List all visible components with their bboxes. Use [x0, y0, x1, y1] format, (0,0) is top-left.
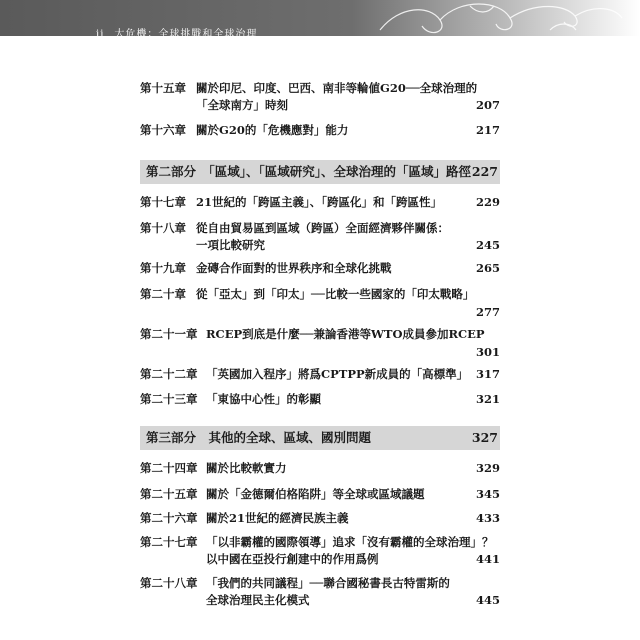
toc-entry-ch27[interactable] [140, 534, 500, 568]
chapter-number: 第二十一章 [140, 327, 198, 341]
page-ref: 301 [475, 345, 500, 359]
page-ref: 329 [475, 461, 500, 475]
chapter-number: 第十五章 [140, 81, 186, 95]
toc-entry-ch19[interactable] [140, 260, 500, 277]
chapter-number: 第二十二章 [140, 367, 198, 381]
header-banner [0, 0, 640, 40]
page-ref: 441 [475, 552, 500, 566]
header-page-number: ii [96, 29, 105, 40]
chapter-title-line: 關於「金德爾伯格陷阱」等全球或區域議題 [206, 487, 425, 501]
toc-entry-ch16[interactable] [140, 122, 500, 139]
chapter-number: 第二十五章 [140, 487, 198, 501]
page-ref: 207 [475, 98, 500, 112]
chapter-number: 第二十七章 [140, 535, 198, 549]
page-ref: 433 [475, 511, 500, 525]
toc-entry-ch20[interactable] [140, 286, 500, 319]
chapter-title-line: 關於21世紀的經濟民族主義 [206, 511, 349, 525]
chapter-title-line: 「我們的共同議程」──聯合國秘書長古特雷斯的 [206, 576, 450, 590]
chapter-title-line: 全球治理民主化模式 [206, 593, 310, 607]
toc-entry-ch17[interactable] [140, 194, 500, 211]
chapter-title-line: 一項比較研究 [196, 238, 265, 252]
page-ref: 321 [475, 392, 500, 406]
toc-entry-ch28[interactable] [140, 575, 500, 609]
chapter-title-line: 「全球南方」時刻 [196, 98, 288, 112]
toc-entry-ch23[interactable] [140, 391, 500, 408]
page-ref: 317 [475, 367, 500, 381]
toc-entry-ch25[interactable] [140, 486, 500, 503]
running-title: 大危機：全球挑戰和全球治理 [114, 29, 258, 40]
toc-entry-ch22[interactable] [140, 366, 500, 383]
page-ref: 265 [475, 261, 500, 275]
chapter-title-line: 從「亞太」到「印太」──比較一些國家的「印太戰略」 [196, 287, 475, 301]
chapter-title-line: 關於G20的「危機應對」能力 [196, 123, 349, 137]
page-ref: 327 [471, 430, 498, 445]
chapter-title-line: 從自由貿易區到區域（跨區）全面經濟夥伴關係： [196, 221, 449, 235]
chapter-title-line: 「東協中心性」的彰顯 [206, 392, 321, 406]
chapter-number: 第二十八章 [140, 576, 198, 590]
chapter-title-line: 以中國在亞投行創建中的作用爲例 [206, 552, 379, 566]
page-ref: 227 [471, 164, 498, 179]
toc-entry-ch21[interactable] [140, 326, 500, 359]
chapter-number: 第二十三章 [140, 392, 198, 406]
part-title: 第三部分 其他的全球、區域、國別問題 [146, 430, 372, 445]
chapter-title-line: RCEP到底是什麼──兼論香港等WTO成員參加RCEP [206, 327, 485, 341]
page-ref: 277 [475, 305, 500, 319]
chapter-number: 第十九章 [140, 261, 186, 275]
toc-part-2[interactable] [140, 160, 500, 184]
chapter-number: 第十八章 [140, 221, 186, 235]
page-ref: 217 [475, 123, 500, 137]
chapter-title-line: 「以非霸權的國際領導」追求「沒有霸權的全球治理」？ [206, 535, 494, 549]
chapter-number: 第十七章 [140, 195, 186, 209]
toc-entry-ch18[interactable] [140, 220, 500, 254]
running-header [96, 29, 257, 41]
page-ref: 245 [475, 238, 500, 252]
chapter-number: 第二十四章 [140, 461, 198, 475]
chapter-number: 第二十章 [140, 287, 186, 301]
page-ref: 229 [475, 195, 500, 209]
toc-entry-ch15[interactable] [140, 80, 500, 114]
toc-part-3[interactable] [140, 426, 500, 450]
page-ref: 345 [475, 487, 500, 501]
chapter-title-line: 21世紀的「跨區主義」、「跨區化」和「跨區性」 [196, 195, 443, 209]
chapter-number: 第十六章 [140, 123, 186, 137]
decorative-flourish [360, 0, 640, 36]
toc-entry-ch26[interactable] [140, 510, 500, 527]
part-title: 第二部分 「區域」、「區域研究」、全球治理的「區域」路徑 [146, 164, 472, 179]
toc-entry-ch24[interactable] [140, 460, 500, 477]
chapter-title-line: 關於比較軟實力 [206, 461, 287, 475]
page-ref: 445 [475, 593, 500, 607]
chapter-title-line: 關於印尼、印度、巴西、南非等輪値G20──全球治理的 [196, 81, 478, 95]
chapter-title-line: 「英國加入程序」將爲CPTPP新成員的「高標準」 [206, 367, 469, 381]
chapter-title-line: 金磚合作面對的世界秩序和全球化挑戰 [196, 261, 392, 275]
chapter-number: 第二十六章 [140, 511, 198, 525]
